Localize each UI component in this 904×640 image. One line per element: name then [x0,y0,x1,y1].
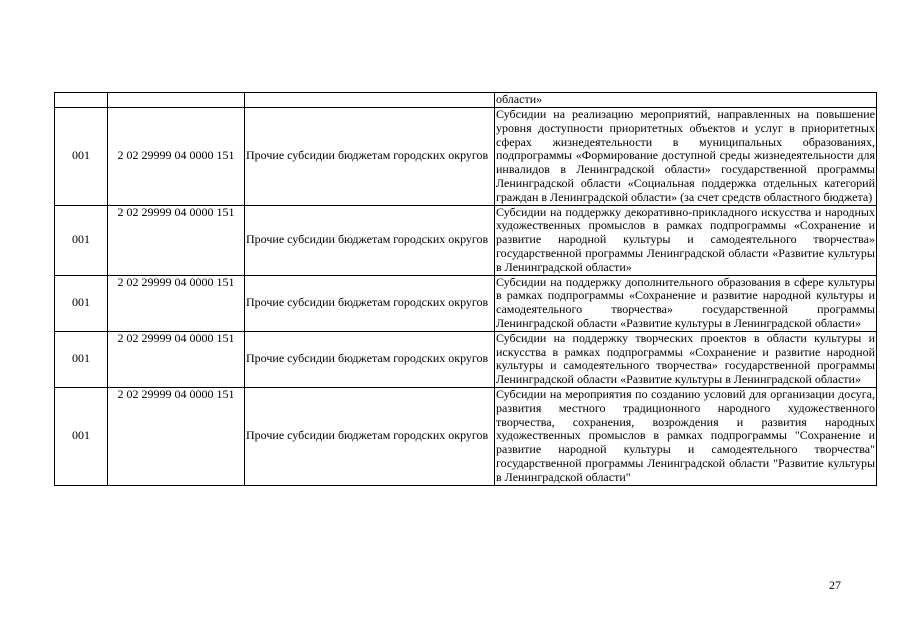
description-cell: Субсидии на реализацию мероприятий, направленных на повышение уровня доступности приоритетных объектов и услуг в приоритетных сферах жизнедеятельности в муниципальных образованиях, подпрограммы «Формирование доступной среды жизнедеятельности для инвалидов в Ленинградской области» государственной программы Ленинградской области «Социальная поддержка отдельных категорий граждан в Ленинградской области» (за счет средств областного бюджета) [496,107,875,204]
table-row [55,331,877,387]
table-row [55,108,877,206]
admin-code-cell: 001 [55,387,108,485]
description-cell: Субсидии на поддержку декоративно-прикладного искусства и народных художественных промыслов в рамках подпрограммы «Сохранение и развитие народной культуры и самодеятельного творчества» государственной программы Ленинградской области «Развитие культуры в Ленинградской области» [496,204,875,274]
revenue-name-cell: Прочие субсидии бюджетам городских округов [245,331,495,387]
admin-code-cell: 001 [55,205,108,275]
revenue-name-cell: Прочие субсидии бюджетам городских округов [245,108,495,206]
revenue-name-cell: Прочие субсидии бюджетам городских округов [245,275,495,331]
revenue-name-cell [245,93,495,108]
budget-revenue-table [54,92,877,486]
table-row [55,387,877,485]
admin-code-cell: 001 [55,331,108,387]
description-cell: Субсидии на мероприятия по созданию условий для организации досуга, развития местного традиционного народного художественного творчества, сохранения, возрождения и развития народных художественных промыслов в рамках подпрограммы "Сохранение и развитие народной культуры и самодеятельного творчества" государственной программы Ленинградской области "Развитие культуры в Ленинградской области" [496,386,875,484]
kbk-code-cell: 2 02 29999 04 0000 151 [108,331,245,387]
table-row [55,205,877,275]
kbk-code-cell: 2 02 29999 04 0000 151 [108,108,245,206]
admin-code-cell [55,93,108,108]
kbk-code-cell: 2 02 29999 04 0000 151 [108,387,245,485]
table-row-continuation [55,93,877,108]
admin-code-cell: 001 [55,108,108,206]
kbk-code-cell [108,93,245,108]
table-row [55,275,877,331]
description-cell: области» [495,93,877,108]
description-cell: Субсидии на поддержку творческих проектов в области культуры и искусства в рамках подпрограммы «Сохранение и развитие народной культуры и самодеятельного творчества» государственной программы Ленинградской области «Развитие культуры в Ленинградской области» [496,330,875,387]
page-number: 27 [829,578,841,592]
description-cell: Субсидии на поддержку дополнительного образования в сфере культуры в рамках подпрограммы «Сохранение и развитие народной культуры и самодеятельного творчества» государственной программы Ленинградской области «Развитие культуры в Ленинградской области» [496,274,875,330]
revenue-name-cell: Прочие субсидии бюджетам городских округов [245,387,495,485]
admin-code-cell: 001 [55,275,108,331]
kbk-code-cell: 2 02 29999 04 0000 151 [108,275,245,331]
kbk-code-cell: 2 02 29999 04 0000 151 [108,205,245,275]
revenue-name-cell: Прочие субсидии бюджетам городских округов [245,205,495,275]
